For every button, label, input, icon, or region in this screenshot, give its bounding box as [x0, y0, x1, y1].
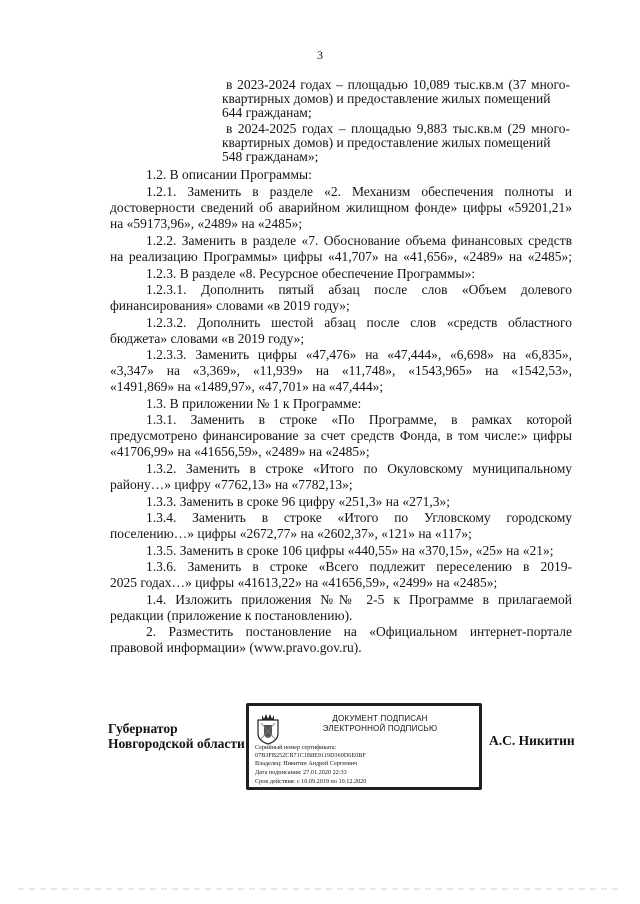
- signatory-title: [108, 721, 245, 751]
- text-line: 1.2.3.1. Дополнить пятый абзац после слов «Объем долевого: [146, 282, 572, 297]
- text-line: правовой информации» (www.pravo.gov.ru).: [110, 640, 362, 655]
- text-line: 1.2. В описании Программы:: [146, 167, 312, 182]
- text-line: квартирных домов) и предоставление жилых помещений: [222, 91, 551, 106]
- text-line: на «59173,96», «2489» на «2485»;: [110, 216, 303, 231]
- text-line: 548 гражданам»;: [222, 149, 319, 164]
- text-line: 1.4. Изложить приложения №№ 2-5 к Программе в прилагаемой: [146, 592, 572, 607]
- signatory-name: А.С. Никитин: [489, 733, 575, 748]
- text-line: 1.3.3. Заменить в сроке 96 цифру «251,3» на «271,3»;: [146, 494, 450, 509]
- text-line: поселению…» цифры «2672,77» на «2602,37», «121» на «117»;: [110, 526, 472, 541]
- stamp-heading-line: ДОКУМЕНТ ПОДПИСАН: [332, 714, 428, 723]
- text-line: предусмотрено финансирование за счет средств Фонда, в том числе:» цифры: [110, 428, 572, 443]
- stamp-heading-line: ЭЛЕКТРОННОЙ ПОДПИСЬЮ: [322, 724, 438, 733]
- text-line: 1.3.2. Заменить в строке «Итого по Окуловскому муниципальному: [146, 461, 572, 476]
- text-line: 1.2.3.2. Дополнить шестой абзац после слов «средств областного: [146, 315, 572, 330]
- stamp-signed-date: Дата подписания: 27.01.2020 22:33: [255, 769, 347, 776]
- text-line: редакции (приложение к постановлению).: [110, 608, 353, 623]
- text-line: 644 гражданам;: [222, 105, 312, 120]
- text-line: 1.3.4. Заменить в строке «Итого по Угловскому городскому: [146, 510, 572, 525]
- text-line: на реализацию Программы» цифры «41,707» на «41,656», «2489» на «2485»;: [110, 249, 572, 264]
- text-line: «1491,869» на «1489,97», «47,701» на «47,444»;: [110, 379, 384, 394]
- text-line: квартирных домов) и предоставление жилых помещений: [222, 135, 551, 150]
- signatory-title-line: Новгородской области: [108, 736, 245, 751]
- stamp-cert-number: 07B3FB252CB71C1B8E9119D369D6E0BF: [255, 752, 366, 759]
- stamp-heading: [287, 714, 473, 734]
- text-line: 2025 годах…» цифры «41613,22» на «41656,59», «2499» на «2485»;: [110, 575, 498, 590]
- text-line: достоверности сведений об аварийном жилищном фонде» цифры «59201,21»: [110, 200, 572, 215]
- text-line: 1.2.1. Заменить в разделе «2. Механизм обеспечения полноты и: [146, 184, 572, 199]
- text-line: 1.3.6. Заменить в строке «Всего подлежит переселению в 2019-: [146, 559, 572, 574]
- text-line: 1.3. В приложении № 1 к Программе:: [146, 396, 362, 411]
- text-line: 1.2.3.3. Заменить цифры «47,476» на «47,444», «6,698» на «6,835»,: [146, 347, 572, 362]
- text-line: 2. Разместить постановление на «Официальном интернет-портале: [146, 624, 572, 639]
- text-line: финансирования» словами «в 2019 году»;: [110, 298, 350, 313]
- stamp-cert-label: Серийный номер сертификата:: [255, 744, 337, 751]
- text-line: бюджета» словами «в 2019 году»;: [110, 331, 305, 346]
- text-line: «3,347» на «3,369», «11,939» на «11,748», «1543,965» на «1542,53»,: [110, 363, 572, 378]
- text-line: 1.3.1. Заменить в строке «По Программе, в рамках которой: [146, 412, 572, 427]
- text-line: «41706,99» на «41656,59», «2489» на «2485»;: [110, 444, 370, 459]
- text-line: 1.2.3. В разделе «8. Ресурсное обеспечение Программы»:: [146, 266, 476, 281]
- scan-artifact: [18, 888, 618, 890]
- text-line: району…» цифру «7762,13» на «7782,13»;: [110, 477, 353, 492]
- text-line: 1.2.2. Заменить в разделе «7. Обоснование объема финансовых средств: [146, 233, 572, 248]
- text-line: в 2023-2024 годах – площадью 10,089 тыс.кв.м (37 много-: [226, 77, 570, 92]
- stamp-owner: Владелец: Никитин Андрей Сергеевич: [255, 760, 358, 767]
- page-number: 3: [317, 48, 323, 62]
- electronic-signature-stamp: [246, 703, 482, 790]
- coat-of-arms-icon: [255, 711, 281, 745]
- signatory-title-line: Губернатор: [108, 721, 178, 736]
- stamp-validity: Срок действия: с 10.09.2019 по 10.12.2020: [255, 778, 367, 785]
- text-line: в 2024-2025 годах – площадью 9,883 тыс.кв.м (29 много-: [226, 121, 570, 136]
- text-line: 1.3.5. Заменить в сроке 106 цифры «440,55» на «370,15», «25» на «21»;: [146, 543, 554, 558]
